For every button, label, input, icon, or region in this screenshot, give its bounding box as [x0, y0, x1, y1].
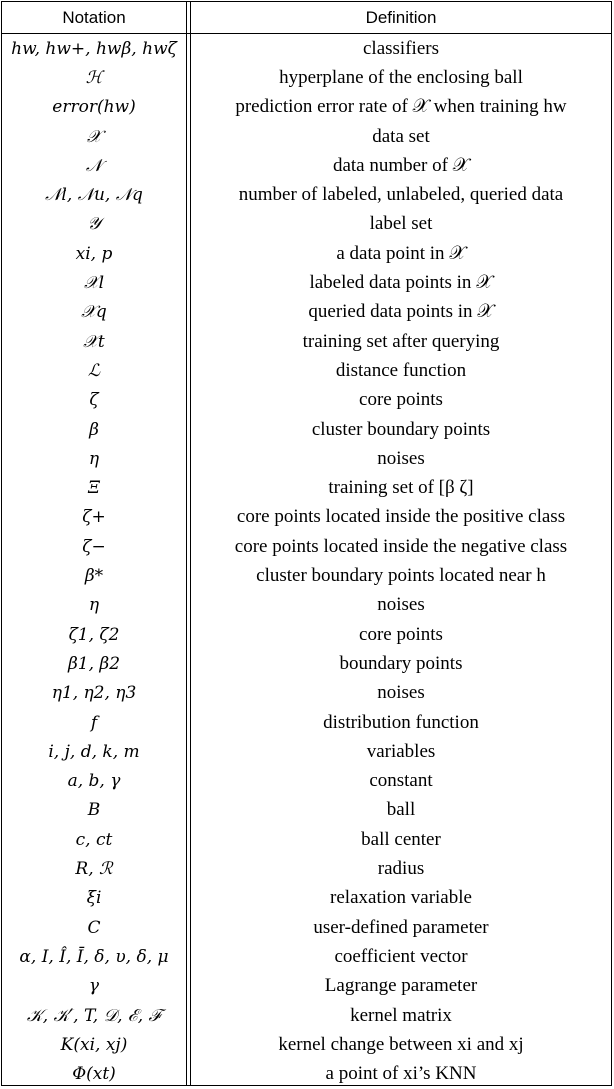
definition-cell: distance function: [335, 359, 467, 381]
table-row: [2, 649, 611, 678]
notation-cell: γ: [88, 976, 100, 997]
table-row: [2, 1060, 611, 1089]
notation-cell: ζ: [89, 390, 99, 411]
definition-cell: data set: [372, 125, 430, 147]
definition-cell: ball: [386, 799, 416, 821]
notation-cell: 𝒩l, 𝒩u, 𝒩q: [45, 185, 143, 206]
table-header-row: [2, 2, 611, 33]
table-row: [2, 93, 611, 122]
header-notation: Notation: [62, 7, 126, 27]
table-row: [2, 63, 611, 92]
definition-cell: classifiers: [363, 37, 439, 59]
notation-cell: ζ1, ζ2: [68, 624, 120, 645]
notation-cell: i, j, d, k, m: [48, 741, 140, 762]
definition-cell: core points located inside the negative class: [234, 535, 568, 557]
definition-cell: kernel change between xi and xj: [278, 1033, 524, 1055]
notation-cell: ℋ: [85, 67, 103, 88]
definition-cell: distribution function: [323, 711, 479, 733]
definition-cell: constant: [369, 770, 433, 792]
definition-cell: relaxation variable: [330, 887, 472, 909]
notation-cell: 𝒴: [87, 214, 101, 235]
table-row: [2, 444, 611, 473]
table-row: [2, 796, 611, 825]
definition-cell: core points: [359, 623, 443, 645]
notation-cell: f: [90, 712, 98, 733]
notation-cell: β: [89, 419, 99, 440]
definition-cell: coefficient vector: [334, 945, 468, 967]
table-row: [2, 532, 611, 561]
definition-cell: a data point in 𝒳: [336, 242, 466, 264]
table-row: [2, 825, 611, 854]
table-row: [2, 386, 611, 415]
table-row: [2, 913, 611, 942]
table-row: [2, 181, 611, 210]
table-row: [2, 327, 611, 356]
notation-cell: 𝒦, 𝒦′, T, 𝒟, ℰ, ℱ: [26, 1005, 162, 1026]
notation-cell: hw, hw+, hwβ, hwζ: [11, 38, 177, 59]
definition-cell: prediction error rate of 𝒳 when training hw: [235, 96, 567, 118]
definition-cell: boundary points: [339, 652, 463, 674]
table-row: [2, 151, 611, 180]
notation-cell: xi, p: [75, 243, 113, 264]
notation-cell: Ξ: [88, 478, 100, 499]
notation-cell: ℒ: [87, 360, 101, 381]
definition-cell: training set of [β ζ]: [328, 477, 474, 499]
definition-cell: training set after querying: [302, 330, 500, 352]
table-row: [2, 767, 611, 796]
notation-cell: 𝒳q: [81, 302, 107, 323]
definition-cell: kernel matrix: [350, 1004, 452, 1026]
table-row: [2, 122, 611, 151]
table-row: [2, 942, 611, 971]
notation-cell: ξi: [86, 888, 102, 909]
notation-cell: ζ−: [82, 536, 106, 557]
definition-cell: number of labeled, unlabeled, queried data: [238, 184, 564, 206]
notation-cell: 𝒩: [85, 155, 103, 176]
notation-cell: B: [87, 800, 101, 821]
notation-cell: C: [87, 917, 101, 938]
definition-cell: core points located inside the positive class: [236, 506, 566, 528]
table-row: [2, 210, 611, 239]
definition-cell: a point of xi’s KNN: [325, 1063, 477, 1085]
table-row: [2, 356, 611, 385]
notation-cell: K(xi, xj): [60, 1034, 128, 1055]
table-row: [2, 415, 611, 444]
notation-cell: R, ℛ: [75, 859, 113, 880]
table-row: [2, 239, 611, 268]
table-row: [2, 620, 611, 649]
notation-cell: ζ+: [82, 507, 106, 528]
table-row: [2, 561, 611, 590]
table-row: [2, 884, 611, 913]
notation-cell: β1, β2: [67, 653, 121, 674]
table-row: [2, 591, 611, 620]
notation-cell: 𝒳: [86, 126, 102, 147]
definition-cell: queried data points in 𝒳: [308, 301, 494, 323]
table-row: [2, 1030, 611, 1059]
notation-cell: c, ct: [75, 829, 113, 850]
table-row: [2, 854, 611, 883]
table-row: [2, 737, 611, 766]
notation-cell: error(hw): [52, 97, 136, 118]
definition-cell: data number of 𝒳: [332, 154, 470, 176]
definition-cell: variables: [366, 740, 436, 762]
definition-cell: noises: [377, 594, 425, 616]
table-row: [2, 679, 611, 708]
definition-cell: radius: [377, 858, 425, 880]
definition-cell: user-defined parameter: [313, 916, 489, 938]
table-row: [2, 708, 611, 737]
notation-cell: η: [88, 448, 100, 469]
definition-cell: hyperplane of the enclosing ball: [279, 66, 523, 88]
table-row: [2, 298, 611, 327]
notation-cell: η: [88, 595, 100, 616]
definition-cell: ball center: [361, 828, 441, 850]
table-row: [2, 503, 611, 532]
notation-cell: Φ(xt): [72, 1064, 116, 1085]
notation-table: [1, 1, 612, 1086]
definition-cell: cluster boundary points: [311, 418, 491, 440]
notation-cell: 𝒳l: [83, 273, 105, 294]
table-row: [2, 268, 611, 297]
notation-cell: β*: [84, 566, 104, 587]
definition-cell: noises: [377, 447, 425, 469]
table-row: [2, 474, 611, 503]
definition-cell: Lagrange parameter: [324, 975, 478, 997]
definition-cell: label set: [369, 213, 433, 235]
table-row: [2, 1001, 611, 1030]
table-row: [2, 972, 611, 1001]
header-definition: Definition: [365, 7, 437, 27]
definition-cell: core points: [359, 389, 443, 411]
notation-cell: 𝒳t: [83, 331, 105, 352]
notation-cell: a, b, γ: [67, 771, 121, 792]
definition-cell: cluster boundary points located near h: [256, 565, 546, 587]
notation-cell: η1, η2, η3: [51, 683, 137, 704]
definition-cell: labeled data points in 𝒳: [309, 272, 493, 294]
notation-cell: α, I, Î, Ī, δ, υ, δ, μ: [19, 946, 169, 967]
table-row: [2, 34, 611, 63]
definition-cell: noises: [377, 682, 425, 704]
